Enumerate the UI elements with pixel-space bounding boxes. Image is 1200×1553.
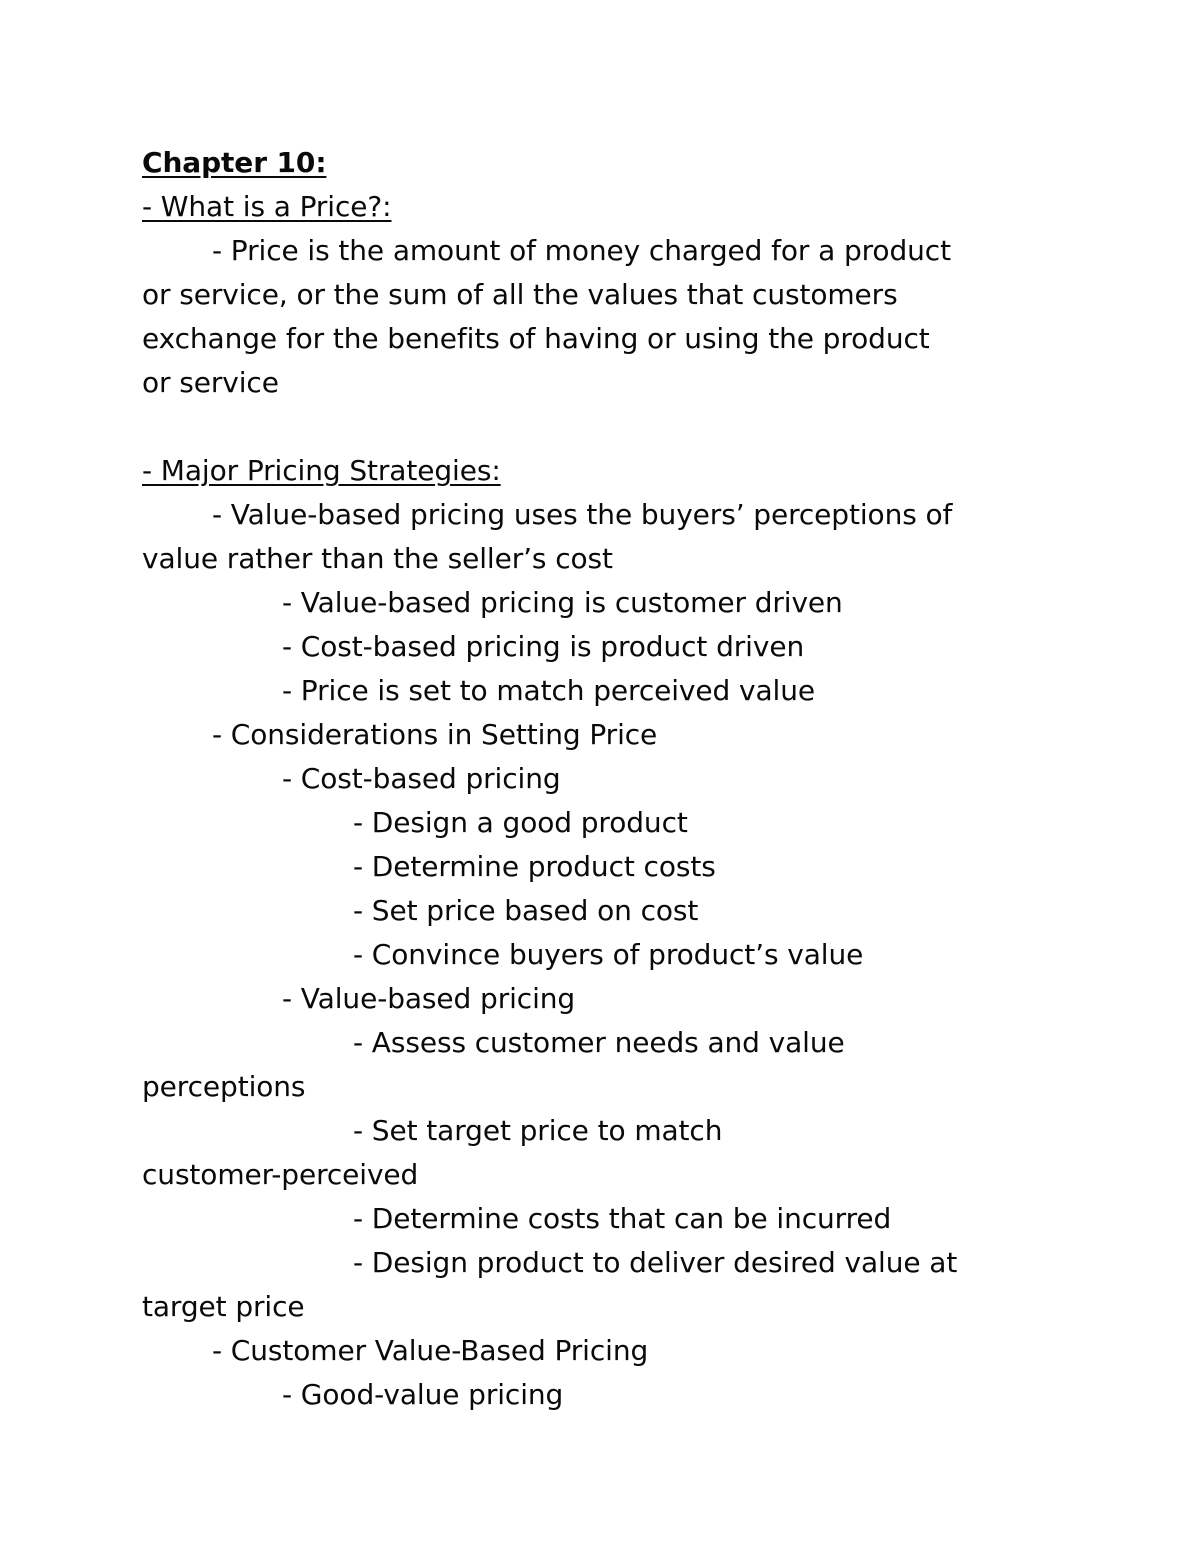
text-line: value rather than the seller’s cost xyxy=(142,542,613,575)
text-line: - Customer Value-Based Pricing xyxy=(212,1334,649,1367)
text-line: - Good-value pricing xyxy=(282,1378,564,1411)
text-line: - Value-based pricing xyxy=(282,982,576,1015)
text-line: - Set target price to match xyxy=(353,1114,723,1147)
text-line: - Price is the amount of money charged for a product xyxy=(212,234,951,267)
text-line: - Value-based pricing is customer driven xyxy=(282,586,843,619)
section-heading-what-is-price: - What is a Price?: xyxy=(142,190,392,223)
text-line: or service, or the sum of all the values that customers xyxy=(142,278,898,311)
text-line: - Cost-based pricing is product driven xyxy=(282,630,805,663)
text-line: - Determine costs that can be incurred xyxy=(353,1202,892,1235)
text-line: customer-perceived xyxy=(142,1158,419,1191)
text-line: - Set price based on cost xyxy=(353,894,699,927)
text-line: perceptions xyxy=(142,1070,306,1103)
text-line: - Design a good product xyxy=(353,806,688,839)
text-line: - Convince buyers of product’s value xyxy=(353,938,864,971)
section-heading-major-pricing-strategies: - Major Pricing Strategies: xyxy=(142,454,501,487)
text-line: - Determine product costs xyxy=(353,850,716,883)
text-line: target price xyxy=(142,1290,305,1323)
text-line: - Assess customer needs and value xyxy=(353,1026,845,1059)
document-body xyxy=(142,141,1072,1417)
text-line: - Considerations in Setting Price xyxy=(212,718,658,751)
text-line: - Value-based pricing uses the buyers’ perceptions of xyxy=(212,498,953,531)
blank-line xyxy=(142,405,1072,449)
text-line: or service xyxy=(142,366,279,399)
chapter-title: Chapter 10: xyxy=(142,146,327,179)
text-line: - Design product to deliver desired value at xyxy=(353,1246,958,1279)
text-line: - Cost-based pricing xyxy=(282,762,561,795)
text-line: - Price is set to match perceived value xyxy=(282,674,815,707)
text-line: exchange for the benefits of having or using the product xyxy=(142,322,930,355)
